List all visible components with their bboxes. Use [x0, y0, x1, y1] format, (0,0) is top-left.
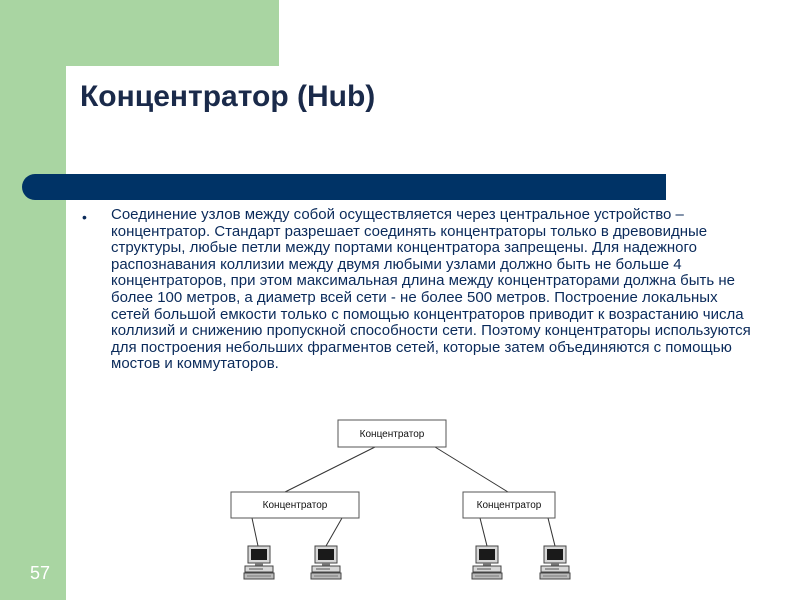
- hub-node-root: [338, 420, 446, 447]
- computer-icon: [472, 546, 502, 579]
- hub-label: Концентратор: [359, 429, 425, 440]
- link-left-pc2: [326, 518, 342, 546]
- computer-icon: [311, 546, 341, 579]
- page-number: 57: [30, 563, 51, 583]
- slide-body-text: Соединение узлов между собой осуществляется через центральное устройство – концентратор. Стандарт разрешает соединять концентраторы только в древовидные структуры, любые петли между портами концентратора запрещены. Для надежного распознавания коллизии между двумя любыми узлами должно быть не больше 4 концентраторов, при этом максимальная длина между концентраторами должна быть не более 100 метров, а диаметр всей сети - не более 500 метров. Построение локальных сетей большой емкости только с помощью концентраторов приводит к возрастанию числа коллизий и снижению пропускной способности сети. Поэтому концентраторы используются для построения небольших фрагментов сетей, которые затем объединяются с помощью мостов и коммутаторов.: [111, 206, 751, 373]
- computer-icon: [244, 546, 274, 579]
- slide-title: Концентратор (Hub): [80, 80, 376, 113]
- link-left-pc1: [252, 518, 258, 546]
- link-right-pc2: [548, 518, 555, 546]
- bullet-marker: •: [82, 209, 87, 225]
- hub-label: Концентратор: [476, 500, 542, 511]
- hub-node-right: [463, 492, 555, 518]
- link-root-right: [435, 447, 508, 492]
- link-right-pc1: [480, 518, 487, 546]
- link-root-left: [285, 447, 375, 492]
- computer-icon: [540, 546, 570, 579]
- hub-node-left: [231, 492, 359, 518]
- hub-label: Концентратор: [262, 500, 328, 511]
